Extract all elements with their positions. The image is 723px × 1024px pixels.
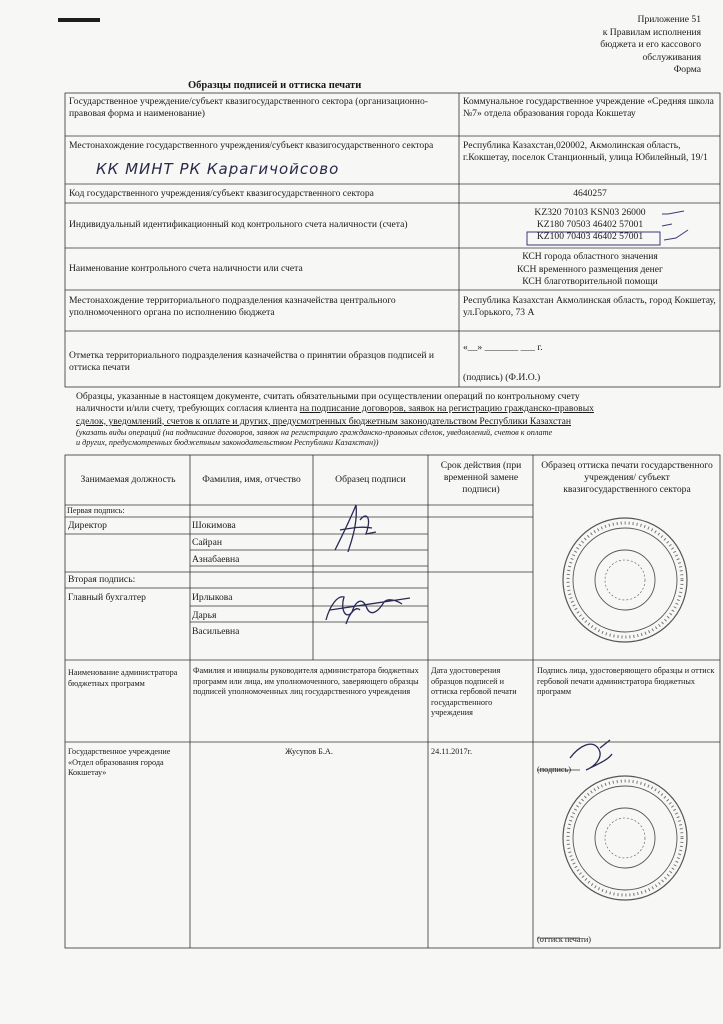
- director-patronymic: Азнабаевна: [192, 554, 240, 565]
- appendix-line: Приложение 51: [637, 14, 701, 25]
- stamp-caption: (оттиск печати): [537, 935, 591, 944]
- paragraph-text: наличности и/или счету, требующих согласия клиента: [76, 403, 300, 415]
- treasury-location-label: Местонахождение территориального подразделения казначейства центрального уполномоченного органа по исполнению бюджета: [69, 295, 396, 318]
- location-label: Местонахождение государственного учреждения/субъект квазигосударственного сектора: [69, 140, 434, 151]
- treasury-mark-label: Отметка территориального подразделения казначейства о принятии образцов подписей и оттиска печати: [69, 350, 435, 373]
- paragraph-note: (указать виды операций (на подписание договоров, заявок на регистрацию гражданско-правовых сделок, уведомлений, счетов к оплате: [76, 427, 553, 437]
- page-title: Образцы подписей и оттиска печати: [188, 80, 362, 91]
- account-name-item: КСН благотворительной помощи: [522, 276, 658, 287]
- account-name-list: [463, 251, 717, 289]
- account-list: [463, 207, 717, 243]
- code-value: 4640257: [573, 188, 607, 199]
- accountant-firstname: Дарья: [192, 610, 217, 621]
- account-code-label: Индивидуальный идентификационный код контрольного счета наличности (счета): [69, 219, 408, 230]
- budget-line: бюджета и его кассового: [600, 39, 701, 50]
- account-item: KZ320 70103 KSN03 26000: [534, 207, 646, 218]
- director-position: Директор: [68, 520, 107, 531]
- second-sign-caption: Вторая подпись:: [68, 574, 136, 585]
- treasury-sign-line: (подпись) (Ф.И.О.): [463, 372, 541, 383]
- org-label: Государственное учреждение/субъект квазигосударственного сектора (организационно-правовая форма и наименование): [69, 96, 428, 119]
- director-firstname: Сайран: [192, 537, 222, 548]
- account-item: KZ100 70403 46402 57001: [536, 231, 644, 242]
- accountant-position: Главный бухгалтер: [68, 592, 146, 603]
- accountant-surname: Ирлыкова: [192, 592, 233, 603]
- col-stamp-header: Образец оттиска печати государственного учреждения/ субъект квазигосударственного сектора: [541, 460, 713, 495]
- admin-col1-header: Наименование администратора бюджетных программ: [68, 668, 178, 688]
- accountant-signature: [326, 597, 410, 624]
- admin-org-name: Государственное учреждение «Отдел образования города Кокшетау»: [68, 747, 171, 777]
- treasury-date-line: «__» _______ ___ г.: [463, 342, 543, 353]
- director-signature: [335, 505, 376, 552]
- admin-col2-header: Фамилия и инициалы руководителя администратора бюджетных программ или лица, им уполномоченного, заверяющего образцы подписей уполномоченных лиц государственного учреждения: [193, 666, 419, 696]
- signature-caption: (подпись): [537, 765, 571, 774]
- col-term-header: Срок действия (при временной замене подписи): [440, 460, 522, 495]
- admin-signature: [570, 740, 612, 770]
- paragraph-line: Образцы, указанные в настоящем документе, считать обязательными при осуществлении операций по контрольному счету: [76, 391, 580, 402]
- admin-head-name: Жусупов Б.А.: [285, 747, 333, 756]
- treasury-location-value: Республика Казахстан Акмолинская область, город Кокшетау, ул.Горького, 73 А: [463, 295, 716, 318]
- col-sample-header: Образец подписи: [335, 474, 406, 485]
- account-name-item: КСН временного размещения денег: [517, 263, 663, 275]
- admin-col4-header: Подпись лица, удостоверяющего образцы и оттиск гербовой печати администратора бюджетных программ: [537, 666, 715, 696]
- location-value: Республика Казахстан,020002, Акмолинская область, г.Кокшетау, поселок Станционный, улица Юбилейный, 19/1: [463, 140, 708, 163]
- paragraph-line: сделок, уведомлений, счетов к оплате и других, предусмотренных бюджетным законодательством Республики Казахстан: [76, 415, 571, 427]
- service-line: обслуживания: [642, 51, 701, 63]
- accountant-patronymic: Васильевна: [192, 626, 240, 637]
- account-name-item: КСН города областного значения: [522, 251, 658, 262]
- handwritten-note: КК МИНТ РК Карагичойсово: [96, 160, 340, 178]
- paragraph-underlined: на подписание договоров, заявок на регистрацию гражданско-правовых: [299, 403, 594, 415]
- admin-col3-header: Дата удостоверения образцов подписей и оттиска гербовой печати государственного учреждения: [431, 666, 517, 717]
- official-stamp-2: [563, 776, 687, 900]
- col-position-header: Занимаемая должность: [80, 474, 176, 485]
- director-surname: Шокимова: [192, 520, 236, 531]
- official-stamp-1: [563, 518, 687, 642]
- org-value: Коммунальное государственное учреждение «Средняя школа №7» отдела образования города Кокшетау: [463, 96, 714, 119]
- paragraph-note: и других, предусмотренных бюджетным законодательством Республики Казахстан)): [76, 438, 379, 448]
- operations-paragraph: [76, 391, 720, 449]
- paragraph-line: [76, 403, 720, 415]
- rules-line: к Правилам исполнения: [602, 26, 701, 38]
- col-name-header: Фамилия, имя, отчество: [202, 474, 301, 485]
- admin-date: 24.11.2017г.: [431, 747, 473, 756]
- form-line: Форма: [673, 64, 701, 75]
- code-label: Код государственного учреждения/субъект квазигосударственного сектора: [69, 188, 374, 199]
- account-name-label: Наименование контрольного счета наличности или счета: [69, 263, 303, 274]
- account-item: KZ180 70503 46402 57001: [536, 219, 644, 230]
- first-sign-caption: Первая подпись:: [67, 506, 125, 515]
